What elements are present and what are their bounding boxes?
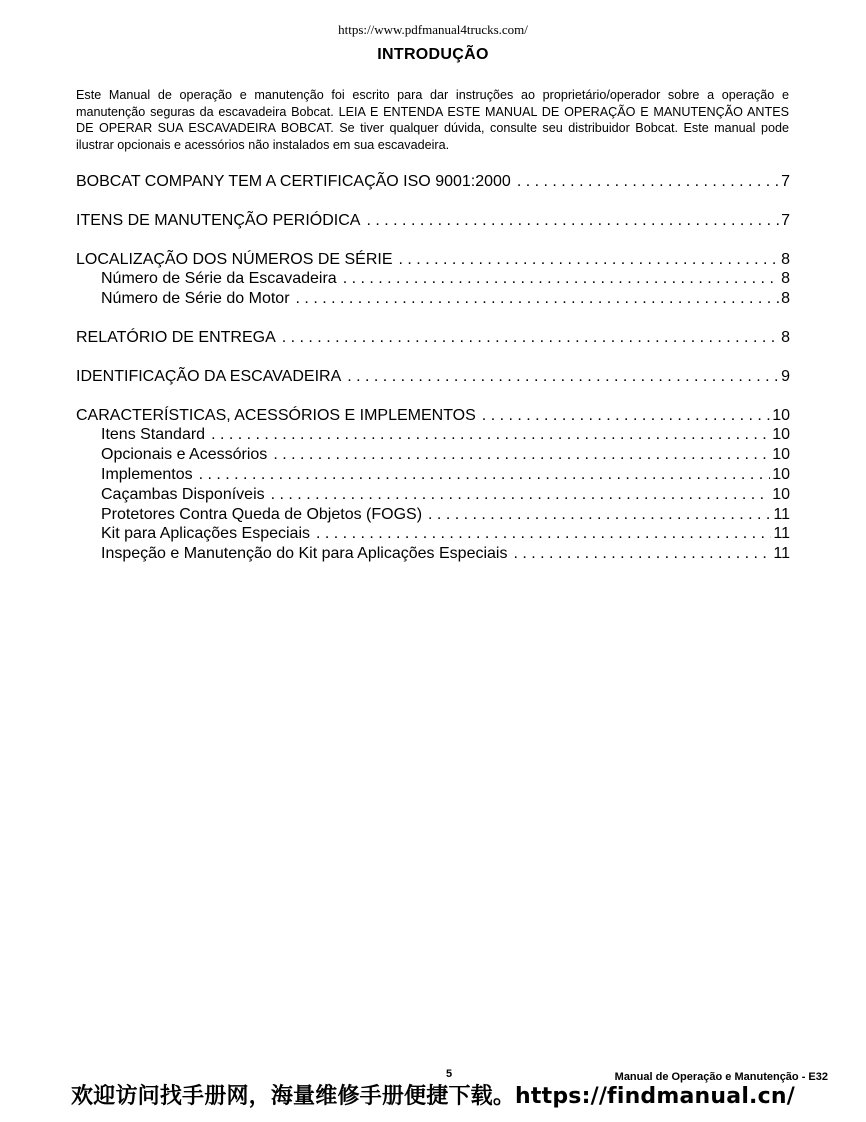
toc-entry-label: Kit para Aplicações Especiais: [101, 525, 310, 543]
toc-section: [76, 211, 790, 231]
toc-leader-dots: [347, 367, 779, 387]
toc-entry-label: BOBCAT COMPANY TEM A CERTIFICAÇÃO ISO 9001:2000: [76, 173, 511, 190]
toc-page-number: 8: [781, 250, 790, 268]
toc-subentry[interactable]: [76, 544, 790, 564]
toc-entry[interactable]: [76, 250, 790, 270]
toc-page-number: 10: [772, 465, 790, 483]
toc-entry-label: RELATÓRIO DE ENTREGA: [76, 328, 276, 346]
toc-leader-dots: [343, 269, 779, 289]
toc-leader-dots: [428, 505, 771, 525]
toc-page-number: 7: [781, 173, 790, 190]
intro-paragraph: Este Manual de operação e manutenção foi escrito para dar instruções ao proprietário/operador sobre a operação e manutenção seguras da escavadeira Bobcat. LEIA E ENTENDA ESTE MANUAL DE OPERAÇÃO E MANUTENÇÃO ANTES DE OPERAR SUA ESCAVADEIRA BOBCAT. Se tiver qualquer dúvida, consulte seu distribuidor Bobcat. Este manual pode ilustrar opcionais e acessórios não instalados em sua escavadeira.: [76, 88, 789, 152]
toc-leader-dots: [482, 406, 770, 426]
toc-entry-label: Número de Série da Escavadeira: [101, 270, 337, 288]
toc-leader-dots: [273, 445, 770, 465]
toc-leader-dots: [316, 524, 771, 544]
toc-leader-dots: [366, 211, 779, 231]
toc-leader-dots: [399, 250, 780, 270]
toc-page-number: 8: [781, 270, 790, 288]
toc-subentry[interactable]: [76, 289, 790, 309]
toc-leader-dots: [271, 485, 771, 505]
toc-entry-label: Itens Standard: [101, 426, 206, 444]
toc-leader-dots: [517, 172, 779, 192]
toc-entry[interactable]: [76, 328, 790, 348]
toc-entry-label: Protetores Contra Queda de Objetos (FOGS): [101, 505, 423, 523]
toc-page-number: 8: [781, 328, 790, 346]
toc-entry[interactable]: [76, 172, 790, 192]
toc-section: [76, 250, 790, 309]
toc-subentry[interactable]: [76, 445, 790, 465]
toc-page-number: 9: [781, 367, 790, 385]
manual-title-footer: Manual de Operação e Manutenção - E32: [614, 1071, 828, 1083]
source-url: https://www.pdfmanual4trucks.com/: [338, 22, 528, 37]
toc-entry-label: Inspeção e Manutenção do Kit para Aplicações Especiais: [101, 545, 508, 563]
toc-leader-dots: [282, 328, 779, 348]
toc-entry-label: Implementos: [101, 465, 193, 483]
toc-page-number: 10: [772, 406, 790, 424]
toc-leader-dots: [513, 544, 771, 564]
toc-entry[interactable]: [76, 367, 790, 387]
toc-entry-label: Caçambas Disponíveis: [101, 485, 265, 503]
toc-section: [76, 328, 790, 348]
toc-subentry[interactable]: [76, 505, 790, 525]
toc-page-number: 10: [772, 426, 790, 444]
toc-subentry[interactable]: [76, 269, 790, 289]
toc-subentry[interactable]: [76, 465, 790, 485]
page-number: 5: [446, 1068, 453, 1080]
toc-page-number: 10: [772, 485, 790, 503]
toc-section: [76, 406, 790, 564]
toc-page-number: 11: [773, 545, 790, 563]
toc-section: [76, 172, 790, 192]
toc-section: [76, 367, 790, 387]
toc-page-number: 11: [773, 525, 790, 543]
download-banner: 欢迎访问找手册网，海量维修手册便捷下载。https://findmanual.cn/: [71, 1084, 795, 1109]
toc-entry-label: Número de Série do Motor: [101, 290, 290, 308]
toc-entry[interactable]: [76, 406, 790, 426]
toc-subentry[interactable]: [76, 485, 790, 505]
page-title: INTRODUÇÃO: [377, 46, 489, 63]
toc-entry-label: IDENTIFICAÇÃO DA ESCAVADEIRA: [76, 367, 342, 385]
toc-entry-label: LOCALIZAÇÃO DOS NÚMEROS DE SÉRIE: [76, 250, 393, 268]
toc-page-number: 10: [772, 446, 790, 464]
toc-entry-label: Opcionais e Acessórios: [101, 446, 268, 464]
toc-page-number: 7: [781, 211, 790, 229]
toc-page-number: 8: [781, 290, 790, 308]
toc-leader-dots: [211, 425, 770, 445]
toc-page-number: 11: [773, 505, 790, 523]
table-of-contents: [76, 172, 790, 583]
toc-subentry[interactable]: [76, 524, 790, 544]
toc-entry-label: ITENS DE MANUTENÇÃO PERIÓDICA: [76, 211, 361, 229]
toc-entry-label: CARACTERÍSTICAS, ACESSÓRIOS E IMPLEMENTOS: [76, 406, 476, 424]
toc-subentry[interactable]: [76, 425, 790, 445]
toc-entry[interactable]: [76, 211, 790, 231]
toc-leader-dots: [296, 289, 780, 309]
toc-leader-dots: [199, 465, 771, 485]
